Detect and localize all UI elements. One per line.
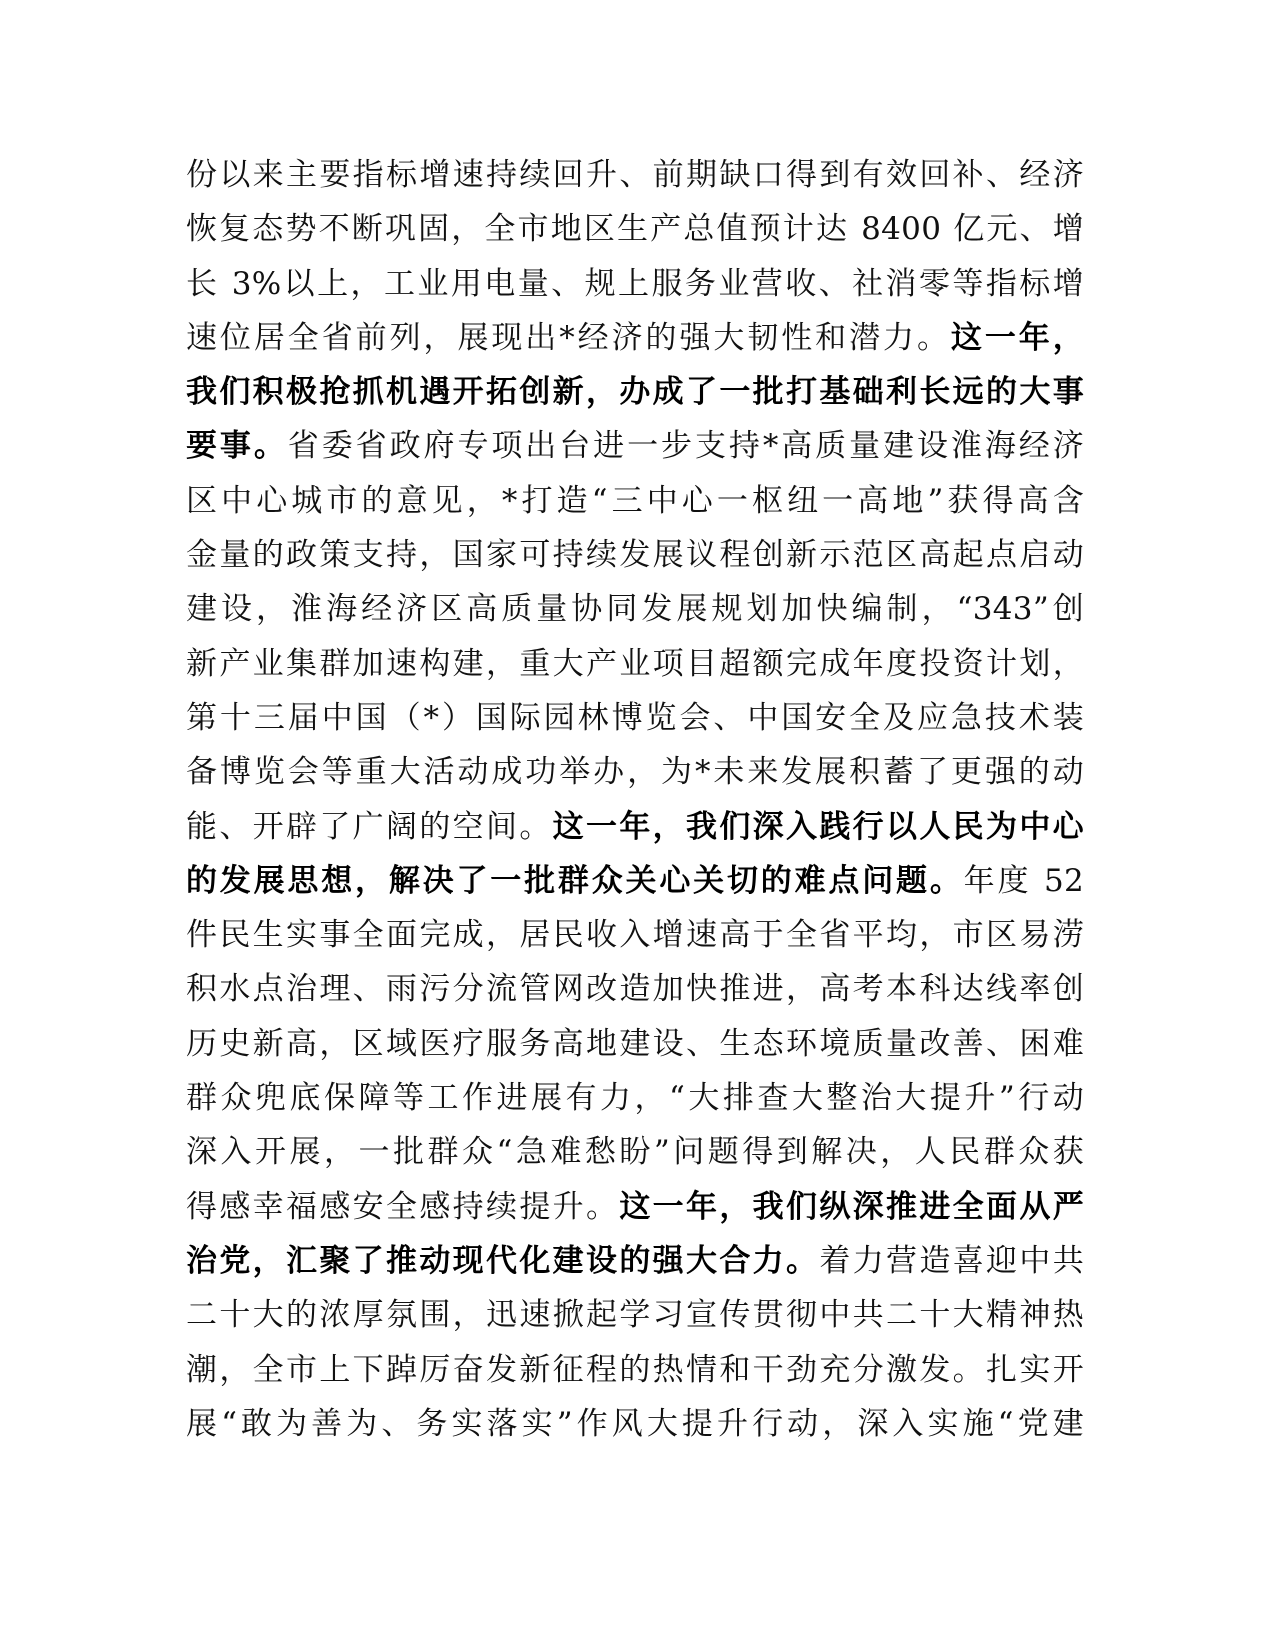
bold-text-segment: 这一年，我们纵深推进全面从严 [619,1188,1084,1225]
text-segment: 二十大的浓厚氛围，迅速掀起学习宣传贯彻中共二十大精神热 [186,1297,1084,1334]
bold-text-segment: 的发展思想，解决了一批群众关心关切的难点问题。 [186,862,964,899]
text-segment: 积水点治理、雨污分流管网改造加快推进，高考本科达线率创 [186,971,1084,1008]
text-segment: 份以来主要指标增速持续回升、前期缺口得到有效回补、经济 [186,157,1084,193]
text-line [186,148,1084,202]
text-segment: 群众兜底保障等工作进展有力，“大排查大整治大提升”行动 [186,1080,1084,1117]
text-segment: 深入开展，一批群众“急难愁盼”问题得到解决，人民群众获 [186,1134,1084,1171]
text-line [186,854,1084,908]
text-line [186,419,1084,473]
bold-text-segment: 要事。 [186,428,288,465]
text-line [186,1288,1084,1342]
text-segment: 历史新高，区域医疗服务高地建设、生态环境质量改善、困难 [186,1025,1084,1062]
text-line [186,528,1084,582]
text-segment: 潮，全市上下踔厉奋发新征程的热情和干劲充分激发。扎实开 [186,1351,1084,1388]
body-paragraph [186,148,1084,1451]
text-line [186,1071,1084,1125]
text-segment: 年度 52 [963,862,1084,899]
text-segment: 长 3%以上，工业用电量、规上服务业营收、社消零等指标增 [186,265,1084,302]
text-segment: 件民生实事全面完成，居民收入增速高于全省平均，市区易涝 [186,917,1084,954]
text-line [186,582,1084,636]
bold-text-segment: 治党，汇聚了推动现代化建设的强大合力。 [186,1242,820,1279]
text-segment: 新产业集群加速构建，重大产业项目超额完成年度投资计划， [186,645,1084,682]
text-segment: 着力营造喜迎中共 [819,1242,1084,1279]
text-line [186,800,1084,854]
text-segment: 展“敢为善为、务实落实”作风大提升行动，深入实施“党建 [186,1405,1084,1442]
text-line [186,1017,1084,1071]
bold-text-segment: 我们积极抢抓机遇开拓创新，办成了一批打基础利长远的大事 [186,374,1084,411]
text-segment: 备博览会等重大活动成功举办，为*未来发展积蓄了更强的动 [186,754,1084,791]
text-segment: 省委省政府专项出台进一步支持*高质量建设淮海经济 [287,428,1084,465]
text-line [186,908,1084,962]
text-line [186,1343,1084,1397]
text-line [186,311,1084,365]
text-segment: 恢复态势不断巩固，全市地区生产总值预计达 8400 亿元、增 [186,211,1084,248]
text-segment: 建设，淮海经济区高质量协同发展规划加快编制，“343”创 [186,591,1084,628]
text-line [186,962,1084,1016]
text-segment: 金量的政策支持，国家可持续发展议程创新示范区高起点启动 [186,537,1084,574]
text-segment: 区中心城市的意见，*打造“三中心一枢纽一高地”获得高含 [186,482,1084,519]
text-line [186,1397,1084,1451]
text-line [186,474,1084,528]
text-line [186,202,1084,256]
text-line [186,1234,1084,1288]
text-line [186,257,1084,311]
text-line [186,637,1084,691]
bold-text-segment: 这一年， [950,319,1084,356]
text-line [186,745,1084,799]
text-line [186,1125,1084,1179]
text-segment: 速位居全省前列，展现出*经济的强大韧性和潜力。 [186,319,951,356]
text-line [186,691,1084,745]
text-line [186,365,1084,419]
bold-text-segment: 这一年，我们深入践行以人民为中心 [552,808,1084,845]
text-segment: 得感幸福感安全感持续提升。 [186,1188,620,1225]
text-segment: 第十三届中国（*）国际园林博览会、中国安全及应急技术装 [186,699,1084,736]
text-segment: 能、开辟了广阔的空间。 [186,808,553,845]
text-line [186,1180,1084,1234]
